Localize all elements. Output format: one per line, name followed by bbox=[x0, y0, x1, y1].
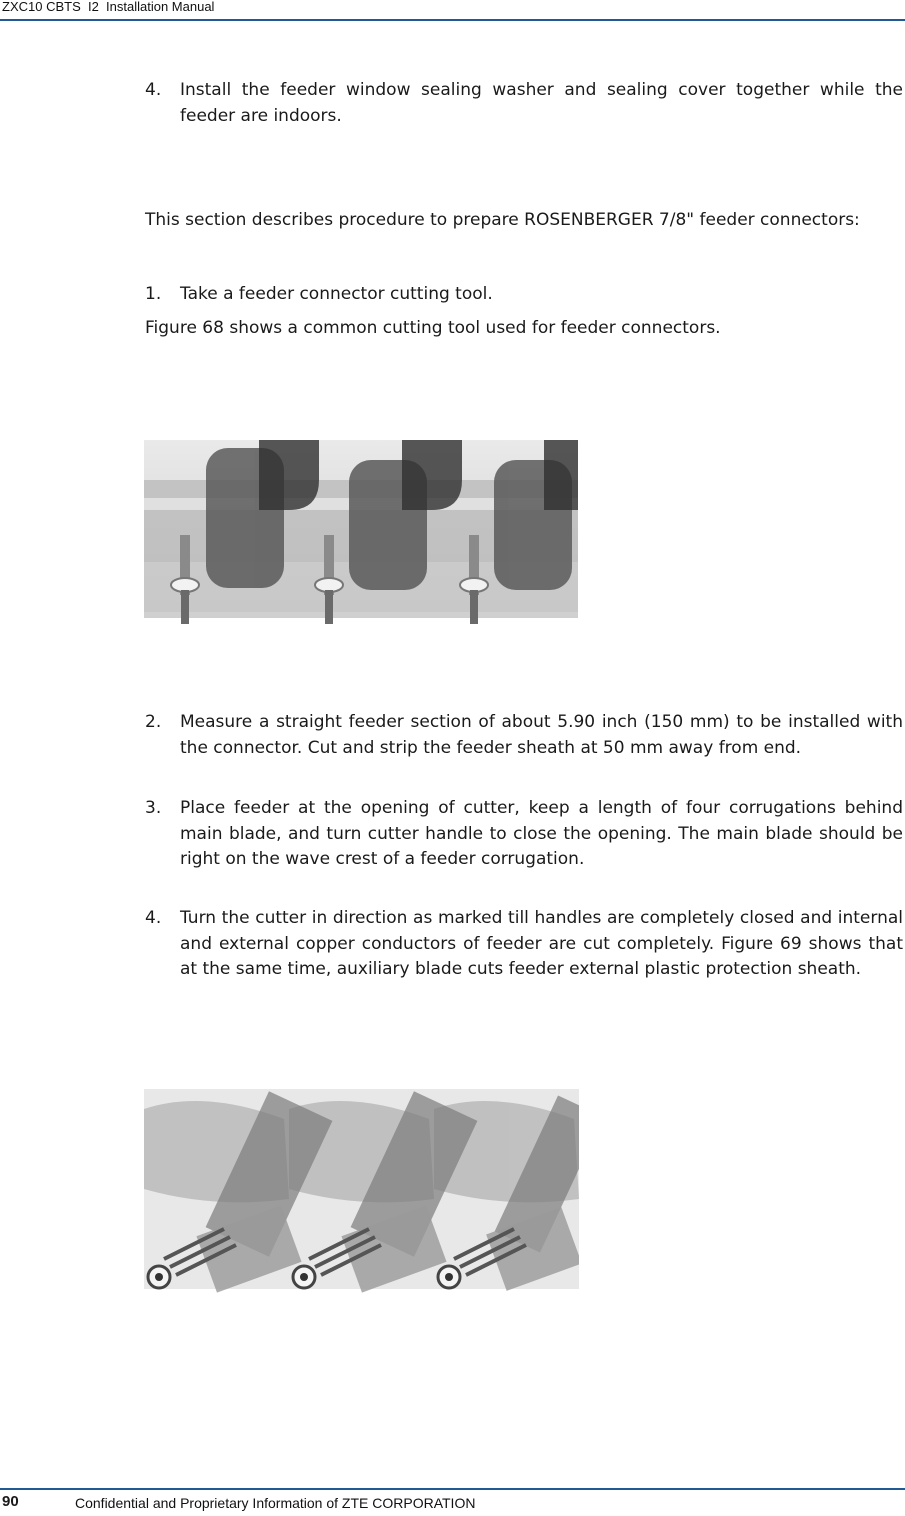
footer-rule bbox=[0, 1488, 905, 1490]
list-text: Place feeder at the opening of cutter, keep a length of four corrugations behind main blade, and turn cutter handle to close the opening. The main blade should be right on the wave crest of a feeder corrugation. bbox=[180, 798, 903, 869]
footer-text: Confidential and Proprietary Information of ZTE CORPORATION bbox=[75, 1495, 476, 1511]
page-header bbox=[0, 0, 905, 22]
list-number: 4. bbox=[145, 80, 162, 100]
list-text: Take a feeder connector cutting tool. bbox=[180, 284, 493, 304]
intro-paragraph: This section describes procedure to prepare ROSENBERGER 7/8" feeder connectors: bbox=[145, 210, 860, 230]
list-number: 4. bbox=[145, 908, 162, 928]
figure-68-reference: Figure 68 shows a common cutting tool used for feeder connectors. bbox=[145, 318, 721, 338]
list-text: Install the feeder window sealing washer and sealing cover together while the feeder are indoors. bbox=[180, 80, 903, 126]
header-rule bbox=[0, 19, 905, 21]
list-number: 3. bbox=[145, 798, 162, 818]
header-title: ZXC10 CBTS I2 Installation Manual bbox=[2, 0, 215, 14]
cutter-operation-figure bbox=[144, 1089, 579, 1303]
list-text: Measure a straight feeder section of about 5.90 inch (150 mm) to be installed with the connector. Cut and strip the feeder sheath at 50 mm away from end. bbox=[180, 712, 903, 758]
cutting-tool-figure bbox=[144, 440, 578, 628]
list-text: Turn the cutter in direction as marked till handles are completely closed and internal and external copper conductors of feeder are cut completely. Figure 69 shows that at the same time, auxiliary blade cuts feeder external plastic protection sheath. bbox=[180, 908, 903, 979]
list-number: 1. bbox=[145, 284, 162, 304]
list-number: 2. bbox=[145, 712, 162, 732]
page-number: 90 bbox=[2, 1493, 19, 1510]
